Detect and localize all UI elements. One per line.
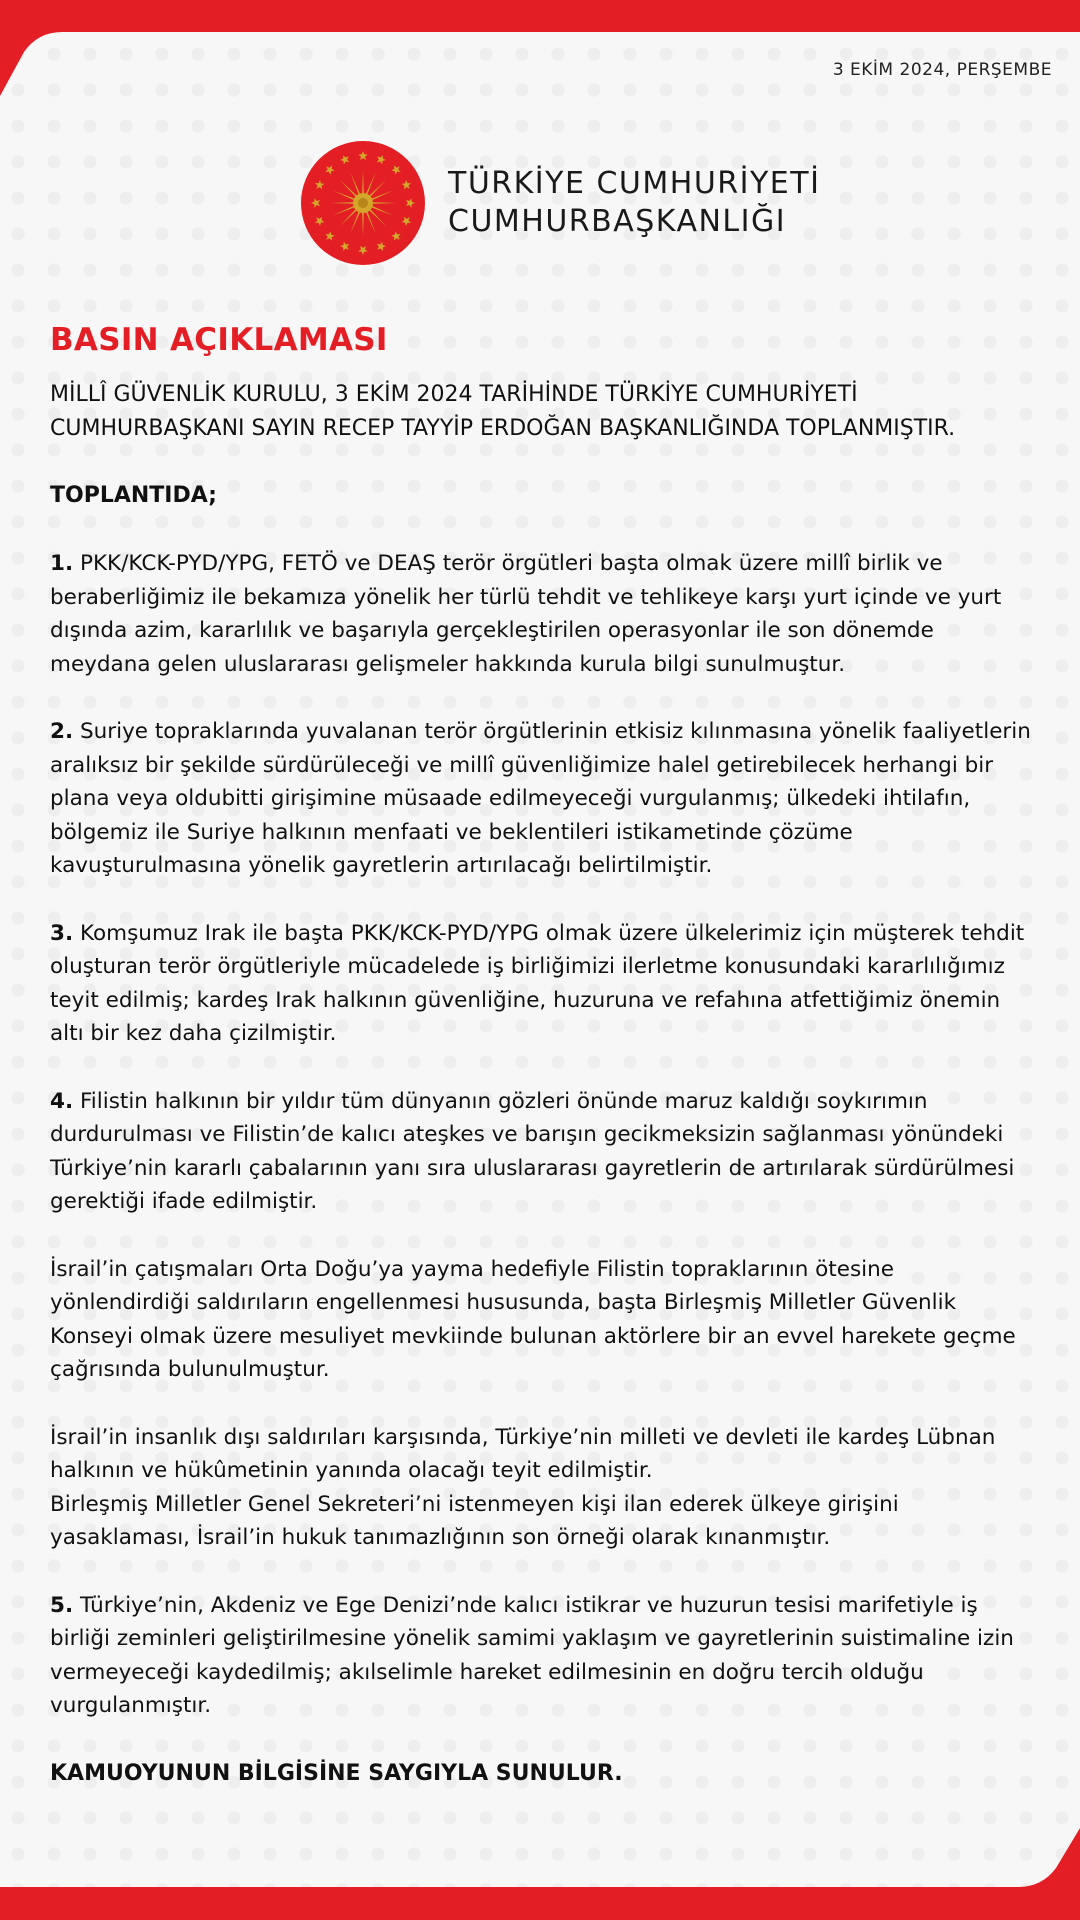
release-content <box>50 322 1040 1791</box>
paragraph-4-israel <box>50 1253 1040 1387</box>
paragraph-5 <box>50 1589 1040 1723</box>
paragraph-4 <box>50 1085 1040 1219</box>
paragraph-text: PKK/KCK-PYD/YPG, FETÖ ve DEAŞ terör örgütleri başta olmak üzere millî birlik ve beraberliğimiz ile bekamıza yönelik her türlü tehdit ve tehlikeye karşı yurt içinde ve yurt dışında azim, kararlılık ve başarıyla gerçekleştirilen operasyonlar ile son dönemde meydana gelen uluslararası gelişmeler hakkında kurula bilgi sunulmuştur. <box>50 551 1002 677</box>
paragraph-text: İsrail’in çatışmaları Orta Doğu’ya yayma hedefiyle Filistin topraklarının ötesine yönlendirdiği saldırıların engellenmesi hususunda, başta Birleşmiş Milletler Güvenlik Konseyi olmak üzere mesuliyet mevkiinde bulunan aktörlere bir an evvel harekete geçme çağrısında bulunulmuştur. <box>50 1256 1016 1382</box>
org-name-line-1: TÜRKİYE CUMHURİYETİ <box>448 166 821 201</box>
closing-statement: KAMUOYUNUN BİLGİSİNE SAYGIYLA SUNULUR. <box>50 1760 623 1786</box>
header-logo-block <box>300 140 820 266</box>
paragraph-number: 3. <box>50 920 74 946</box>
presidential-seal-icon <box>300 140 426 266</box>
section-heading: TOPLANTIDA; <box>50 483 217 508</box>
release-title: BASIN AÇIKLAMASI <box>50 322 388 358</box>
paragraph-2 <box>50 715 1040 883</box>
paragraph-text: Suriye topraklarında yuvalanan terör örgütlerinin etkisiz kılınmasına yönelik faaliyetlerin aralıksız bir şekilde sürdürüleceği ve millî güvenliğimize halel getirebilecek herhangi bir plana veya oldubitti girişimine müsaade edilmeyeceği vurgulanmış; ülkedeki ihtilafın, bölgemiz ile Suriye halkının menfaati ve beklentileri istikametinde çözüme kavuşturulmasına yönelik gayretlerin artırılacağı belirtilmiştir. <box>50 719 1031 878</box>
release-intro: MİLLÎ GÜVENLİK KURULU, 3 EKİM 2024 TARİHİNDE TÜRKİYE CUMHURİYETİ CUMHURBAŞKANI SAYIN RECEP TAYYİP ERDOĞAN BAŞKANLIĞINDA TOPLANMIŞTIR. <box>50 382 956 441</box>
paragraph-text: Türkiye’nin, Akdeniz ve Ege Denizi’nde kalıcı istikrar ve huzurun tesisi marifetiyle iş birliği zeminleri geliştirilmesine yönelik samimi yaklaşım ve gayretlerinin suistimaline izin vermeyeceği kaydedilmiş; akılselimle hareket edilmesinin en doğru tercih olduğu vurgulanmıştır. <box>50 1592 1014 1718</box>
paragraph-3 <box>50 917 1040 1051</box>
paragraph-text-continued: Birleşmiş Milletler Genel Sekreteri’ni istenmeyen kişi ilan ederek ülkeye girişini yasaklaması, İsrail’in hukuk tanımazlığının son örneği olarak kınanmıştır. <box>50 1491 899 1550</box>
paragraph-4-lebanon <box>50 1421 1040 1555</box>
release-date: 3 EKİM 2024, PERŞEMBE <box>832 60 1052 80</box>
paragraph-number: 2. <box>50 719 74 744</box>
organization-name <box>448 165 820 241</box>
paragraph-text: Filistin halkının bir yıldır tüm dünyanın gözleri önünde maruz kaldığı soykırımın durdurulması ve Filistin’de kalıcı ateşkes ve barışın gecikmeksizin sağlanması yönündeki Türkiye’nin kararlı çabalarının yanı sıra uluslararası gayretlerin de artırılarak sürdürülmesi gerektiği ifade edilmiştir. <box>50 1088 1015 1214</box>
top-red-band <box>0 0 1080 96</box>
paragraph-1 <box>50 547 1040 681</box>
org-name-line-2: CUMHURBAŞKANLIĞI <box>448 204 787 239</box>
paragraph-text: İsrail’in insanlık dışı saldırıları karşısında, Türkiye’nin milleti ve devleti ile kardeş Lübnan halkının ve hükûmetinin yanında olacağı teyit edilmiştir. <box>50 1424 996 1483</box>
paragraph-number: 1. <box>50 551 74 576</box>
paragraph-number: 5. <box>50 1592 74 1618</box>
paragraph-text: Komşumuz Irak ile başta PKK/KCK-PYD/YPG olmak üzere ülkelerimiz için müşterek tehdit oluşturan terör örgütleriyle mücadelede iş birliğimizi ilerletme konusundaki kararlılığımız teyit edilmiş; kardeş Irak halkının güvenliğine, huzuruna ve refahına atfettiğimiz önemin altı bir kez daha çizilmiştir. <box>50 920 1025 1046</box>
paragraph-number: 4. <box>50 1088 74 1114</box>
bottom-red-band <box>0 1828 1080 1920</box>
